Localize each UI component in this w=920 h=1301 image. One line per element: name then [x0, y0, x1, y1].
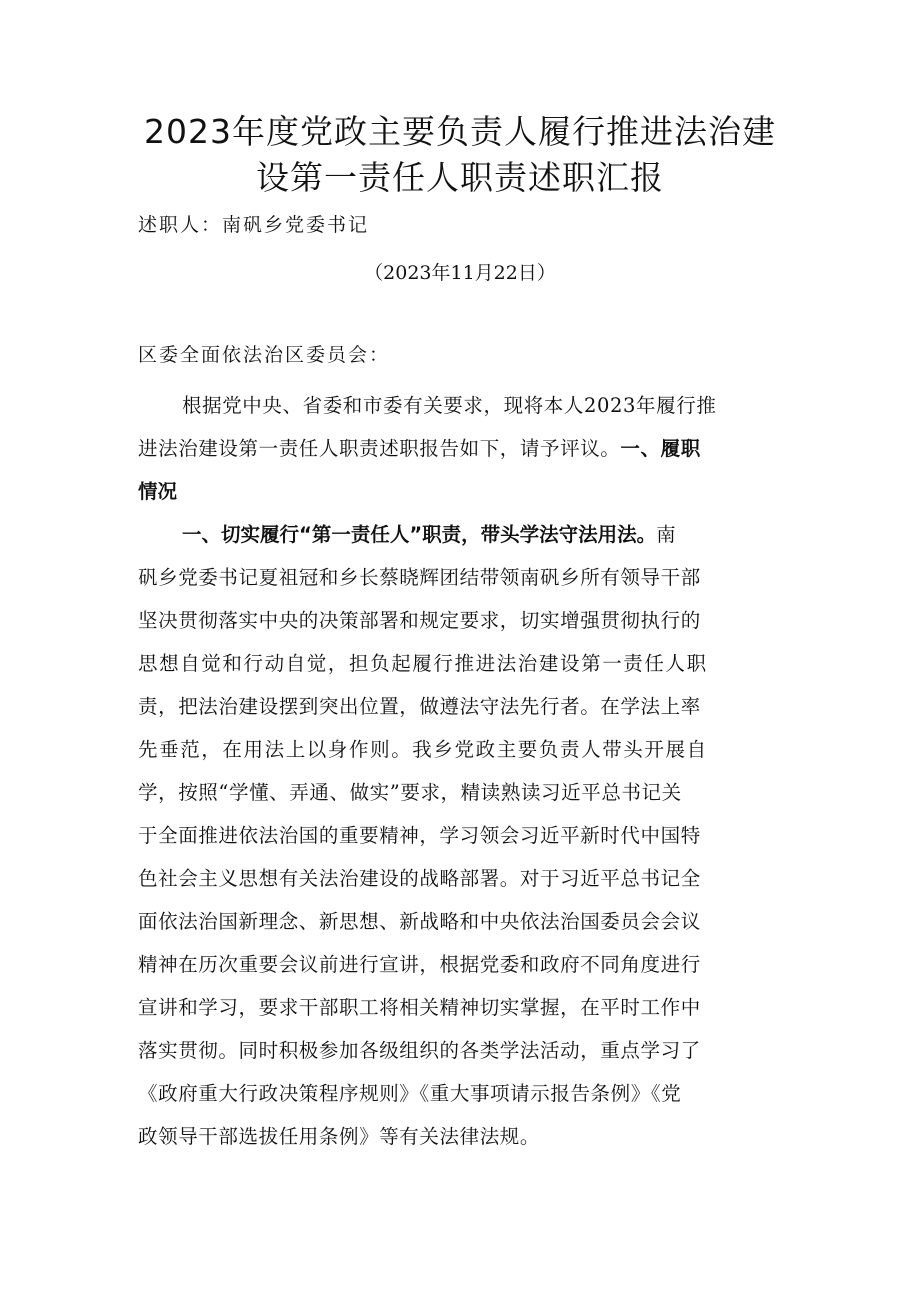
paragraph-1-line-2	[138, 427, 798, 470]
paragraph-2-line-1-tail: 南	[656, 523, 676, 546]
body-text	[138, 384, 798, 1158]
section-heading-1-continued: 情况	[138, 480, 178, 503]
paragraph-2-line-3: 坚决贯彻落实中央的决策部署和规定要求，切实增强贯彻执行的	[138, 609, 701, 632]
paragraph-2-line-8: 于全面推进依法治国的重要精神，学习领会习近平新时代中国特	[138, 824, 701, 847]
document-title-line-2: 设第一责任人职责述职汇报	[256, 158, 664, 197]
paragraph-2-line-14: 《政府重大行政决策程序规则》《重大事项请示报告条例》《党	[138, 1082, 682, 1105]
paragraph-2-line-5: 责，把法治建设摆到突出位置，做遵法守法先行者。在学法上率	[138, 695, 701, 718]
paragraph-2-line-4: 思想自觉和行动自觉，担负起履行推进法治建设第一责任人职	[138, 652, 708, 675]
salutation: 区委全面依法治区委员会：	[138, 344, 391, 366]
paragraph-2-line-11: 精神在历次重要会议前进行宣讲，根据党委和政府不同角度进行	[138, 953, 701, 976]
paragraph-2-line-10: 面依法治国新理念、新思想、新战略和中央依法治国委员会会议	[138, 910, 701, 933]
paragraph-2-line-6: 先垂范，在用法上以身作则。我乡党政主要负责人带头开展自	[138, 738, 708, 761]
author-line: 述职人：南矾乡党委书记	[138, 214, 370, 236]
paragraph-1-line-2-text: 进法治建设第一责任人职责述职报告如下，请予评议。	[138, 437, 621, 460]
paragraph-2-line-9: 色社会主义思想有关法治建设的战略部署。对于习近平总书记全	[138, 867, 701, 890]
paragraph-2-line-7: 学，按照“学懂、弄通、做实”要求，精读熟读习近平总书记关	[138, 781, 682, 804]
paragraph-2-line-15: 政领导干部选拔任用条例》等有关法律法规。	[138, 1125, 541, 1148]
paragraph-2-line-2: 矾乡党委书记夏祖冠和乡长蔡晓辉团结带领南矾乡所有领导干部	[138, 566, 701, 589]
document-title-line-1: 2023年度党政主要负责人履行推进法治建	[144, 112, 776, 151]
paragraph-2-line-12: 宣讲和学习，要求干部职工将相关精神切实掌握，在平时工作中	[138, 996, 701, 1019]
paragraph-1-line-1: 根据党中央、省委和市委有关要求，现将本人2023年履行推	[182, 394, 717, 417]
subsection-heading-1: 一、切实履行“第一责任人”职责，带头学法守法用法。	[182, 523, 657, 546]
report-date: （2023年11月22日）	[364, 262, 556, 284]
section-heading-1: 一、履职	[620, 437, 701, 460]
paragraph-2-line-1	[138, 513, 798, 556]
paragraph-2-line-13: 落实贯彻。同时积极参加各级组织的各类学法活动，重点学习了	[138, 1039, 701, 1062]
